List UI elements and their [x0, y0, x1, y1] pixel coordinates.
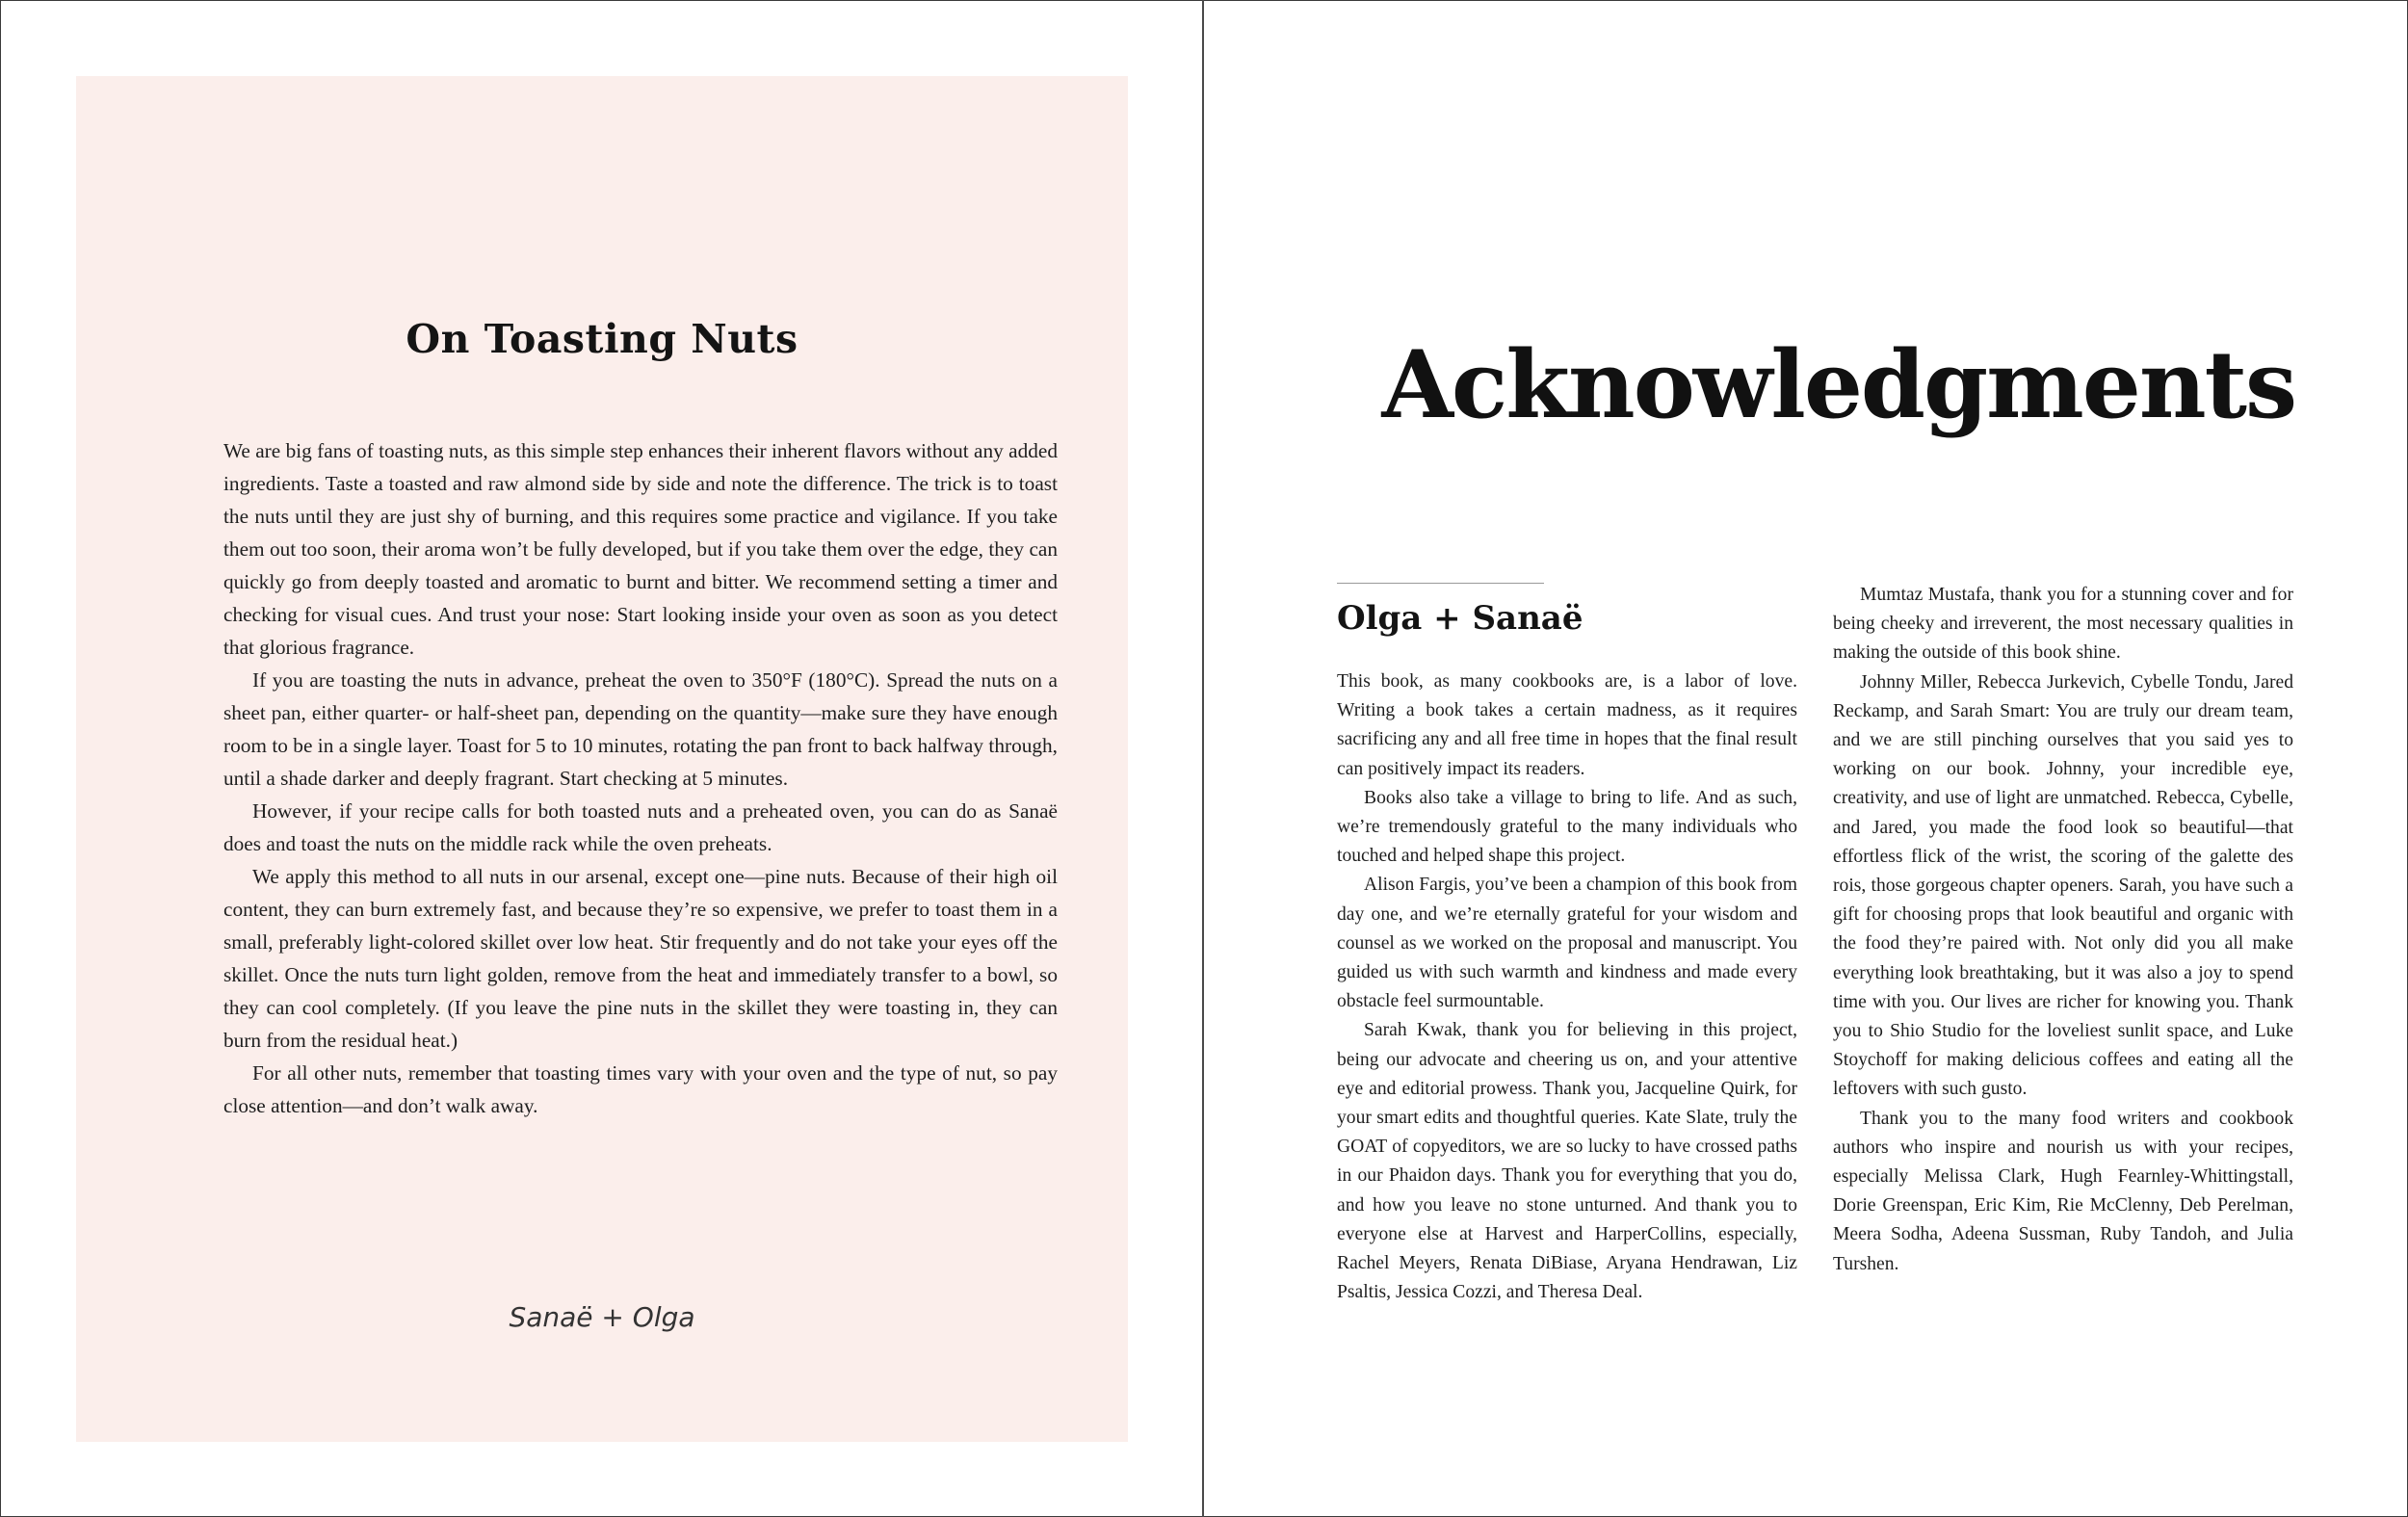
page-title: Acknowledgments	[1381, 330, 2295, 439]
sidebar-body	[223, 434, 1058, 1122]
sidebar-box	[76, 76, 1128, 1442]
body-paragraph: This book, as many cookbooks are, is a labor of love. Writing a book takes a certain madness, as it requires sacrificing any and all free time in hopes that the final result can positively impact its readers.	[1337, 671, 1797, 779]
text-column-right	[1833, 581, 2293, 1279]
section-divider	[1337, 583, 1544, 584]
sidebar-title: On Toasting Nuts	[406, 316, 798, 362]
sidebar-paragraph: For all other nuts, remember that toasting times vary with your oven and the type of nut, so pay close attention—and don’t walk away.	[223, 1061, 1058, 1117]
body-paragraph: Sarah Kwak, thank you for believing in this project, being our advocate and cheering us on, and your attentive eye and editorial prowess. Thank you, Jacqueline Quirk, for your smart edits and thoughtful queries. Kate Slate, truly the GOAT of copyeditors, we are so lucky to have crossed paths in our Phaidon days. Thank you for everything that you do, and how you leave no stone unturned. And thank you to everyone else at Harvest and HarperCollins, especially, Rachel Meyers, Renata DiBiase, Aryana Hendrawan, Liz Psaltis, Jessica Cozzi, and Theresa Deal.	[1337, 1020, 1797, 1303]
book-spine	[1202, 0, 1204, 1517]
sidebar-paragraph: We are big fans of toasting nuts, as this simple step enhances their inherent flavors without any added ingredients. Taste a toasted and raw almond side by side and note the difference. The trick is to toast the nuts until they are just shy of burning, and this requires some practice and vigilance. If you take them out too soon, their aroma won’t be fully developed, but if you take them over the edge, they can quickly go from deeply toasted and aromatic to burnt and bitter. We recommend setting a timer and checking for visual cues. And trust your nose: Start looking inside your oven as soon as you detect that glorious fragrance.	[223, 439, 1058, 659]
sidebar-paragraph: However, if your recipe calls for both toasted nuts and a preheated oven, you can do as Sanaë does and toast the nuts on the middle rack while the oven preheats.	[223, 799, 1058, 855]
body-paragraph: Mumtaz Mustafa, thank you for a stunning cover and for being cheeky and irreverent, the most necessary qualities in making the outside of this book shine.	[1833, 585, 2293, 664]
body-paragraph: Thank you to the many food writers and cookbook authors who inspire and nourish us with your recipes, especially Melissa Clark, Hugh Fearnley-Whittingstall, Dorie Greenspan, Eric Kim, Rie McClenny, Deb Perelman, Meera Sodha, Adeena Sussman, Ruby Tandoh, and Julia Turshen.	[1833, 1108, 2293, 1274]
body-paragraph: Books also take a village to bring to life. And as such, we’re tremendously grateful to the many individuals who touched and helped shape this project.	[1337, 787, 1797, 867]
text-column-left	[1337, 667, 1797, 1307]
sidebar-paragraph: We apply this method to all nuts in our arsenal, except one—pine nuts. Because of their high oil content, they can burn extremely fast, and because they’re so expensive, we prefer to toast them in a small, preferably light-colored skillet over low heat. Stir frequently and do not take your eyes off the skillet. Once the nuts turn light golden, remove from the heat and immediately transfer to a bowl, so they can cool completely. (If you leave the pine nuts in the skillet they were toasting in, they can burn from the residual heat.)	[223, 865, 1058, 1052]
body-paragraph: Alison Fargis, you’ve been a champion of this book from day one, and we’re eternally grateful for your wisdom and counsel as we worked on the proposal and manuscript. You guided us with such warmth and kindness and made every obstacle feel surmountable.	[1337, 875, 1797, 1012]
section-heading: Olga + Sanaë	[1337, 599, 1584, 638]
body-paragraph: Johnny Miller, Rebecca Jurkevich, Cybelle Tondu, Jared Reckamp, and Sarah Smart: You are truly our dream team, and we are still pinching ourselves that you said yes to working on our book. Johnny, your incredible eye, creativity, and use of light are unmatched. Rebecca, Cybelle, and Jared, you made the food look so beautiful—that effortless flick of the wrist, the scoring of the galette des rois, those gorgeous chapter openers. Sarah, you have such a gift for choosing props that look beautiful and organic with the food they’re paired with. Not only did you all make everything look breathtaking, but it was also a joy to spend time with you. Our lives are richer for knowing you. Thank you to Shio Studio for the loveliest sunlit space, and Luke Stoychoff for making delicious coffees and eating all the leftovers with such gusto.	[1833, 671, 2293, 1100]
handwritten-signature: Sanaë + Olga	[509, 1301, 695, 1333]
sidebar-paragraph: If you are toasting the nuts in advance, preheat the oven to 350°F (180°C). Spread the nuts on a sheet pan, either quarter- or half-sheet pan, depending on the quantity—make sure they have enough room to be in a single layer. Toast for 5 to 10 minutes, rotating the pan front to back halfway through, until a shade darker and deeply fragrant. Start checking at 5 minutes.	[223, 668, 1058, 790]
